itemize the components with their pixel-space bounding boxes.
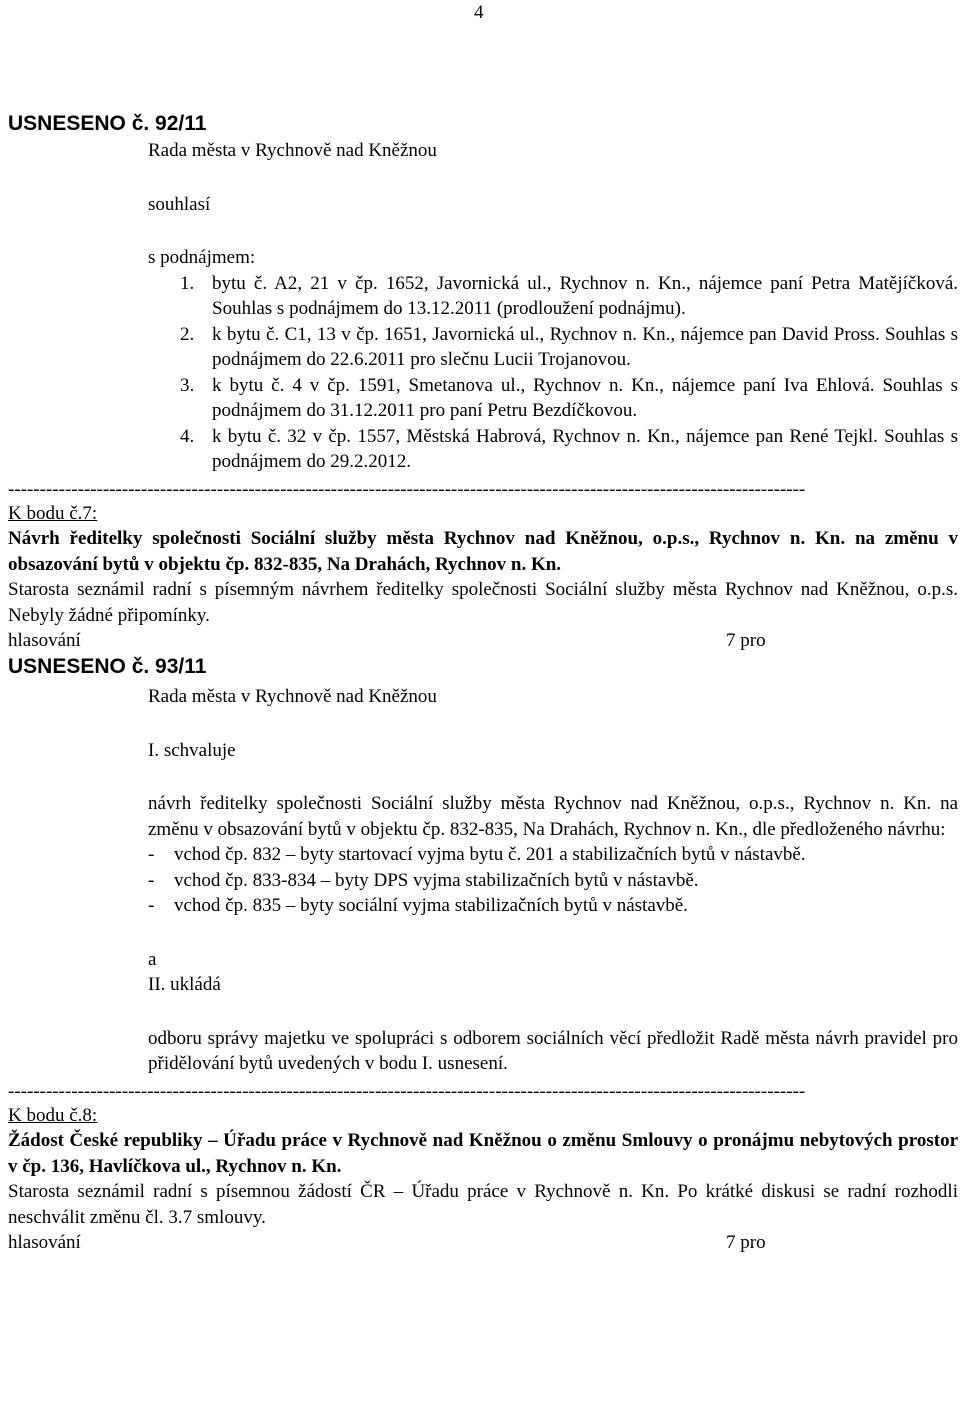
list-item: - vchod čp. 832 – byty startovací vyjma bytu č. 201 a stabilizačních bytů v nástavbě. xyxy=(148,844,806,865)
list-item: - vchod čp. 833-834 – byty DPS vyjma stabilizačních bytů v nástavbě. xyxy=(148,869,699,891)
agenda-item-8 xyxy=(8,1103,958,1256)
vote-label: hlasování xyxy=(8,630,81,651)
agenda-item-7 xyxy=(8,501,958,654)
agenda-item-label: K bodu č.7: xyxy=(8,502,98,524)
resolution-92 xyxy=(8,110,958,475)
document-body xyxy=(8,110,958,1255)
resolution-heading: USNESENO č. 93/11 xyxy=(8,655,207,678)
list-item: - vchod čp. 835 – byty sociální vyjma stabilizačních bytů v nástavbě. xyxy=(148,895,688,916)
resolution-paragraph: odboru správy majetku ve spolupráci s odborem sociálních věcí předložit Radě města návrh pravidel pro přidělování bytů uvedených v bodu I. usnesení. xyxy=(148,1027,958,1074)
list-item: 2. k bytu č. C1, 13 v čp. 1651, Javornická ul., Rychnov n. Kn., nájemce pan David Pross. Souhlas s podnájmem do 22.6.2011 pro slečnu Lucii Trojanovou. xyxy=(180,323,958,370)
entrance-list xyxy=(8,842,958,919)
separator-line: ------------------------------------------------------------------------------------------------------------------------------ xyxy=(8,478,806,500)
vote-label: hlasování xyxy=(8,1232,81,1253)
vote-row xyxy=(8,628,958,653)
sublease-list xyxy=(8,271,958,475)
page-number: 4 xyxy=(474,2,484,23)
conjunction: a xyxy=(148,948,157,970)
vote-value: 7 pro xyxy=(726,630,766,651)
resolution-verb: souhlasí xyxy=(148,193,211,215)
vote-value: 7 pro xyxy=(726,1232,766,1253)
list-item: 3. k bytu č. 4 v čp. 1591, Smetanova ul., Rychnov n. Kn., nájemce paní Iva Ehlová. Souhlas s podnájmem do 31.12.2011 pro paní Petru Bezdíčkovou. xyxy=(180,374,958,421)
separator-line: ------------------------------------------------------------------------------------------------------------------------------ xyxy=(8,1080,806,1102)
resolution-verb: II. ukládá xyxy=(148,974,221,995)
resolution-heading: USNESENO č. 92/11 xyxy=(8,112,207,135)
agenda-item-title: Návrh ředitelky společnosti Sociální služby města Rychnov nad Kněžnou, o.p.s., Rychnov n. Kn. na změnu v obsazování bytů v objektu čp. 832-835, Na Drahách, Rychnov n. Kn. xyxy=(8,528,958,575)
council-name: Rada města v Rychnově nad Kněžnou xyxy=(148,686,437,707)
resolution-verb: I. schvaluje xyxy=(148,739,236,761)
list-item: 4. k bytu č. 32 v čp. 1557, Městská Habrová, Rychnov n. Kn., nájemce pan René Tejkl. Souhlas s podnájmem do 29.2.2012. xyxy=(180,425,958,472)
council-name: Rada města v Rychnově nad Kněžnou xyxy=(148,140,437,161)
resolution-intro: s podnájmem: xyxy=(148,247,256,268)
resolution-93 xyxy=(8,653,958,1077)
agenda-item-title: Žádost České republiky – Úřadu práce v Rychnově nad Kněžnou o změnu Smlouvy o pronájmu nebytových prostor v čp. 136, Havlíčkova ul., Rychnov n. Kn. xyxy=(8,1130,958,1177)
vote-row xyxy=(8,1230,958,1255)
agenda-item-text: Starosta seznámil radní s písemným návrhem ředitelky společnosti Sociální služby města Rychnov nad Kněžnou, o.p.s. Nebyly žádné připomínky. xyxy=(8,579,958,626)
resolution-paragraph: návrh ředitelky společnosti Sociální služby města Rychnov nad Kněžnou, o.p.s., Rychnov n. Kn. na změnu v obsazování bytů v objektu čp. 832-835, Na Drahách, Rychnov n. Kn., dle předloženého návrhu: xyxy=(148,793,958,840)
agenda-item-label: K bodu č.8: xyxy=(8,1104,98,1126)
list-item: 1. bytu č. A2, 21 v čp. 1652, Javornická ul., Rychnov n. Kn., nájemce paní Petra Matějíčková. Souhlas s podnájmem do 13.12.2011 (prodloužení podnájmu). xyxy=(180,272,958,319)
agenda-item-text: Starosta seznámil radní s písemnou žádostí ČR – Úřadu práce v Rychnově n. Kn. Po krátké diskusi se radní rozhodli neschválit změnu čl. 3.7 smlouvy. xyxy=(8,1181,958,1228)
